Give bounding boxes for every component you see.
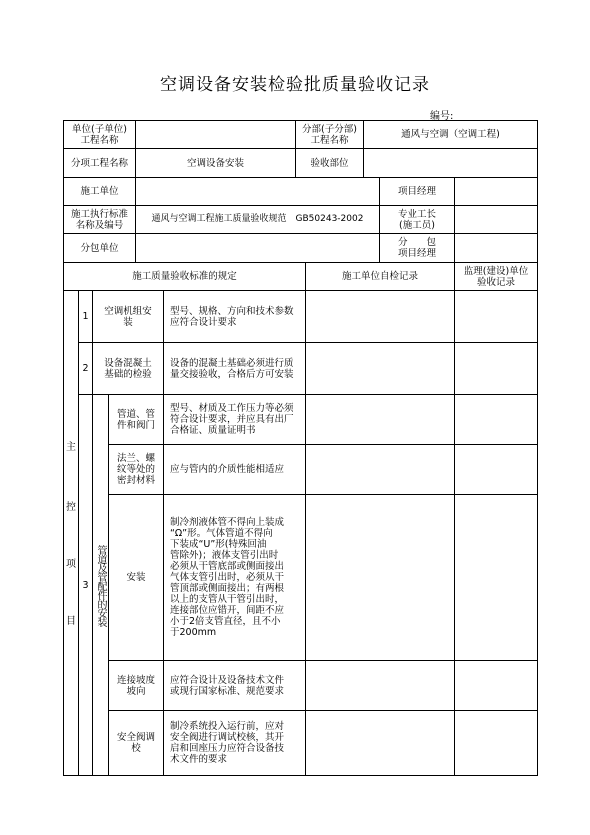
side-label-char: 目 — [66, 615, 76, 627]
sub-item-self-check-cell[interactable] — [306, 495, 454, 660]
row-number: 2 — [82, 363, 89, 374]
foreman-value[interactable] — [455, 206, 537, 233]
subcontract-value[interactable] — [136, 234, 379, 262]
subcontract-pm-value[interactable] — [455, 234, 537, 262]
row-supervision-cell[interactable] — [455, 291, 537, 342]
column-self-check-header: 施工单位自检记录 — [341, 271, 418, 282]
side-label-char: 主 — [66, 441, 76, 453]
sub-project-label: 分部(子分部) 工程名称 — [302, 123, 357, 146]
row-supervision-cell[interactable] — [455, 343, 537, 394]
sub-item-name: 管道、管 件和阀门 — [116, 408, 155, 431]
sub-item-name: 安装 — [126, 572, 146, 583]
project-manager-value[interactable] — [455, 178, 537, 205]
row-self-check-cell[interactable] — [306, 343, 454, 394]
item-project-value: 空调设备安装 — [186, 157, 244, 169]
project-manager-label: 项目经理 — [397, 186, 436, 197]
sub-item-self-check-cell[interactable] — [306, 395, 454, 444]
sub-item-self-check-cell[interactable] — [306, 445, 454, 494]
sub-item-supervision-cell[interactable] — [455, 495, 537, 660]
accept-part-label: 验收部位 — [310, 157, 349, 169]
standard-value: 通风与空调工程施工质量验收规范 GB50243-2002 — [151, 214, 364, 224]
sub-item-name: 安全阀调 校 — [116, 732, 155, 754]
sub-item-requirement: 型号、材质及工作压力等必须 符合设计要求，并应具有出厂 合格证、质量证明书 — [170, 403, 294, 436]
row-number: 1 — [82, 311, 89, 322]
subcontract-label: 分包单位 — [80, 242, 119, 254]
row-item-name: 设备混凝土 基础的检验 — [104, 357, 152, 380]
side-label-char: 项 — [66, 558, 76, 570]
row-number: 3 — [82, 579, 89, 591]
sub-item-name: 法兰、螺 纹等处的 密封材料 — [116, 453, 155, 486]
unit-project-label: 单位(子单位) 工程名称 — [72, 123, 127, 146]
column-supervision-header: 监理(建设)单位 验收记录 — [463, 265, 529, 288]
row-self-check-cell[interactable] — [306, 291, 454, 342]
item-project-label: 分项工程名称 — [70, 157, 128, 169]
foreman-label: 专业工长 (施工员) — [397, 208, 436, 231]
sub-item-supervision-cell[interactable] — [455, 395, 537, 444]
sub-item-supervision-cell[interactable] — [455, 661, 537, 710]
construct-unit-value[interactable] — [136, 178, 379, 205]
sub-item-self-check-cell[interactable] — [306, 711, 454, 775]
row-requirement: 型号、规格、方向和技术参数 应符合设计要求 — [170, 305, 294, 328]
page-title: 空调设备安装检验批质量验收记录 — [160, 75, 430, 95]
sub-item-supervision-cell[interactable] — [455, 445, 537, 494]
row-requirement: 设备的混凝土基础必须进行质 量交接验收，合格后方可安装 — [170, 357, 294, 380]
side-label-char: 控 — [66, 501, 76, 513]
sub-item-self-check-cell[interactable] — [306, 661, 454, 710]
unit-project-value[interactable] — [136, 121, 295, 148]
sub-item-name: 连接坡度 坡向 — [116, 674, 155, 697]
sub-item-requirement: 制冷系统投入运行前，应对 安全阀进行调试校核，其开 启和回座压力应符合设备技 术文件的要求 — [170, 721, 285, 765]
sub-item-requirement: 制冷剂液体管不得向上装成 “Ω”形。气体管道不得向 下装成“U”形(特殊回油 管除外)；液体支管引出时 必须从干管底部或侧面接出 气体支管引出时，必须从干 管顶部或侧面接出；有两根 以上的支管从干管引出时， 连接部位应错开，间距不应 小于2倍支管直径，且不小 于200mm — [170, 517, 285, 638]
sub-item-supervision-cell[interactable] — [455, 711, 537, 775]
standard-label: 施工执行标准 名称及编号 — [70, 208, 128, 231]
subcontract-pm-label: 分 包 项目经理 — [397, 237, 436, 259]
column-spec-header: 施工质量验收标准的规定 — [132, 271, 237, 282]
construct-unit-label: 施工单位 — [80, 186, 119, 197]
doc-number-label: 编号: — [430, 111, 454, 122]
sub-project-value: 通风与空调（空调工程) — [401, 129, 500, 140]
row-item-name: 空调机组安 装 — [104, 305, 152, 328]
accept-part-value[interactable] — [364, 149, 537, 177]
sub-item-requirement: 应与管内的介质性能相适应 — [170, 464, 285, 475]
group-label: 管道及管配件的安装 — [95, 544, 106, 626]
sub-item-requirement: 应符合设计及设备技术文件 或现行国家标准、规范要求 — [170, 674, 285, 697]
